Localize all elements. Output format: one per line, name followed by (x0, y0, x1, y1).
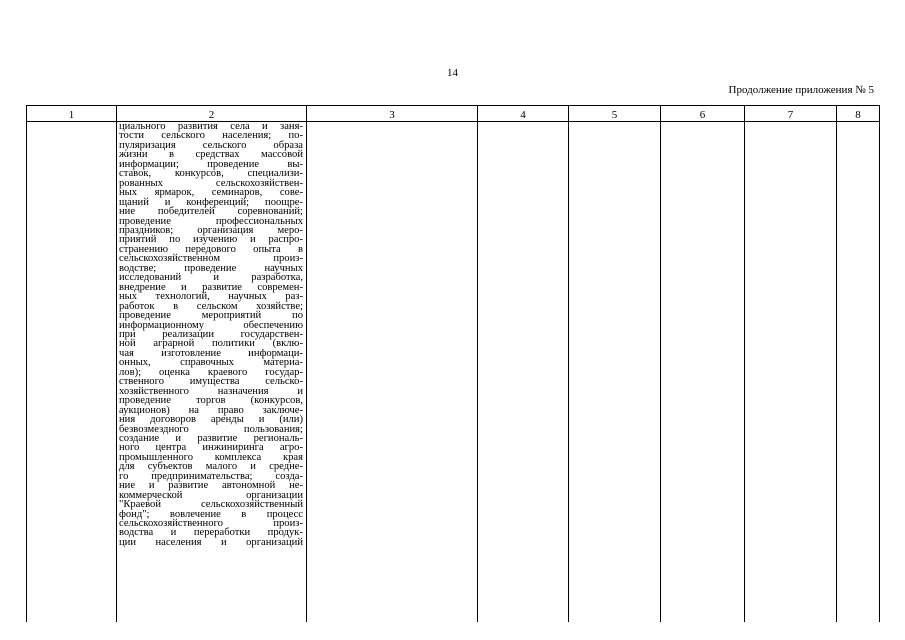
cell-col-5 (569, 122, 661, 623)
cell-col-6 (661, 122, 745, 623)
text-line: праздников; организация меро- (119, 224, 303, 236)
table-header-row (27, 106, 880, 122)
text-line: жизни в средствах массовой (119, 149, 303, 161)
column-header-1: 1 (27, 106, 117, 122)
text-line: фонд"; вовлечение в процесс (119, 508, 303, 520)
table-row (27, 122, 880, 623)
text-line: водстве; проведение научных (119, 262, 303, 274)
text-line: тости сельского населения; по- (119, 130, 303, 142)
column-header-3: 3 (307, 106, 478, 122)
text-line: для субъектов малого и средне- (119, 461, 303, 473)
text-line: ных ярмарок, семинаров, сове- (119, 187, 303, 199)
cell-col-3 (307, 122, 478, 623)
text-line: промышленного комплекса края (119, 451, 303, 463)
text-line: ных технологий, научных раз- (119, 291, 303, 303)
cell-col-7 (745, 122, 837, 623)
text-line: создание и развитие региональ- (119, 432, 303, 444)
text-line: ции населения и организаций (119, 536, 303, 548)
column-header-4: 4 (478, 106, 569, 122)
cell-col-1 (27, 122, 117, 623)
text-line: информации; проведение вы- (119, 158, 303, 170)
cell-col-8 (837, 122, 880, 623)
text-line: проведение мероприятий по (119, 310, 303, 322)
column-header-2: 2 (117, 106, 307, 122)
text-line: ставок, конкурсов, специализи- (119, 168, 303, 180)
column-header-5: 5 (569, 106, 661, 122)
text-line: внедрение и развитие современ- (119, 281, 303, 293)
text-line: ного центра инжиниринга агро- (119, 442, 303, 454)
data-table (26, 105, 880, 622)
text-line: аукционов) на право заключе- (119, 404, 303, 416)
text-line: исследований и разработка, (119, 272, 303, 284)
text-line: проведение профессиональных (119, 215, 303, 227)
continuation-label: Продолжение приложения № 5 (728, 84, 874, 96)
text-line: сельскохозяйственного произ- (119, 518, 303, 530)
text-line: ния договоров аренды и (или) (119, 414, 303, 426)
cell-col-4 (478, 122, 569, 623)
text-line: странению передового опыта в (119, 243, 303, 255)
text-line: "Краевой сельскохозяйственный (119, 499, 303, 511)
text-line: проведение торгов (конкурсов, (119, 395, 303, 407)
text-line: при реализации государствен- (119, 328, 303, 340)
text-line: онных, справочных материа- (119, 357, 303, 369)
text-line: ной аграрной политики (вклю- (119, 338, 303, 350)
text-line: рованных сельскохозяйствен- (119, 177, 303, 189)
text-line: лов); оценка краевого государ- (119, 366, 303, 378)
column-header-8: 8 (837, 106, 880, 122)
measure-description (119, 122, 303, 547)
text-line: щаний и конференций; поощре- (119, 196, 303, 208)
text-line: чая изготовление информаци- (119, 347, 303, 359)
cell-col-2 (117, 122, 307, 623)
text-line: сельскохозяйственном произ- (119, 253, 303, 265)
column-header-7: 7 (745, 106, 837, 122)
text-line: ственного имущества сельско- (119, 376, 303, 388)
text-line: го предпринимательства; созда- (119, 470, 303, 482)
text-line: коммерческой организации (119, 489, 303, 501)
text-line: безвозмездного пользования; (119, 423, 303, 435)
text-line: ние и развитие автономной не- (119, 480, 303, 492)
text-line: пуляризация сельского образа (119, 139, 303, 151)
text-line: ние победителей соревнований; (119, 206, 303, 218)
text-line: приятий по изучению и распро- (119, 234, 303, 246)
text-line: водства и переработки продук- (119, 527, 303, 539)
text-line: хозяйственного назначения и (119, 385, 303, 397)
text-line: работок в сельском хозяйстве; (119, 300, 303, 312)
text-line: циального развития села и заня- (119, 121, 303, 132)
text-line: информационному обеспечению (119, 319, 303, 331)
page-number: 14 (447, 67, 458, 79)
column-header-6: 6 (661, 106, 745, 122)
